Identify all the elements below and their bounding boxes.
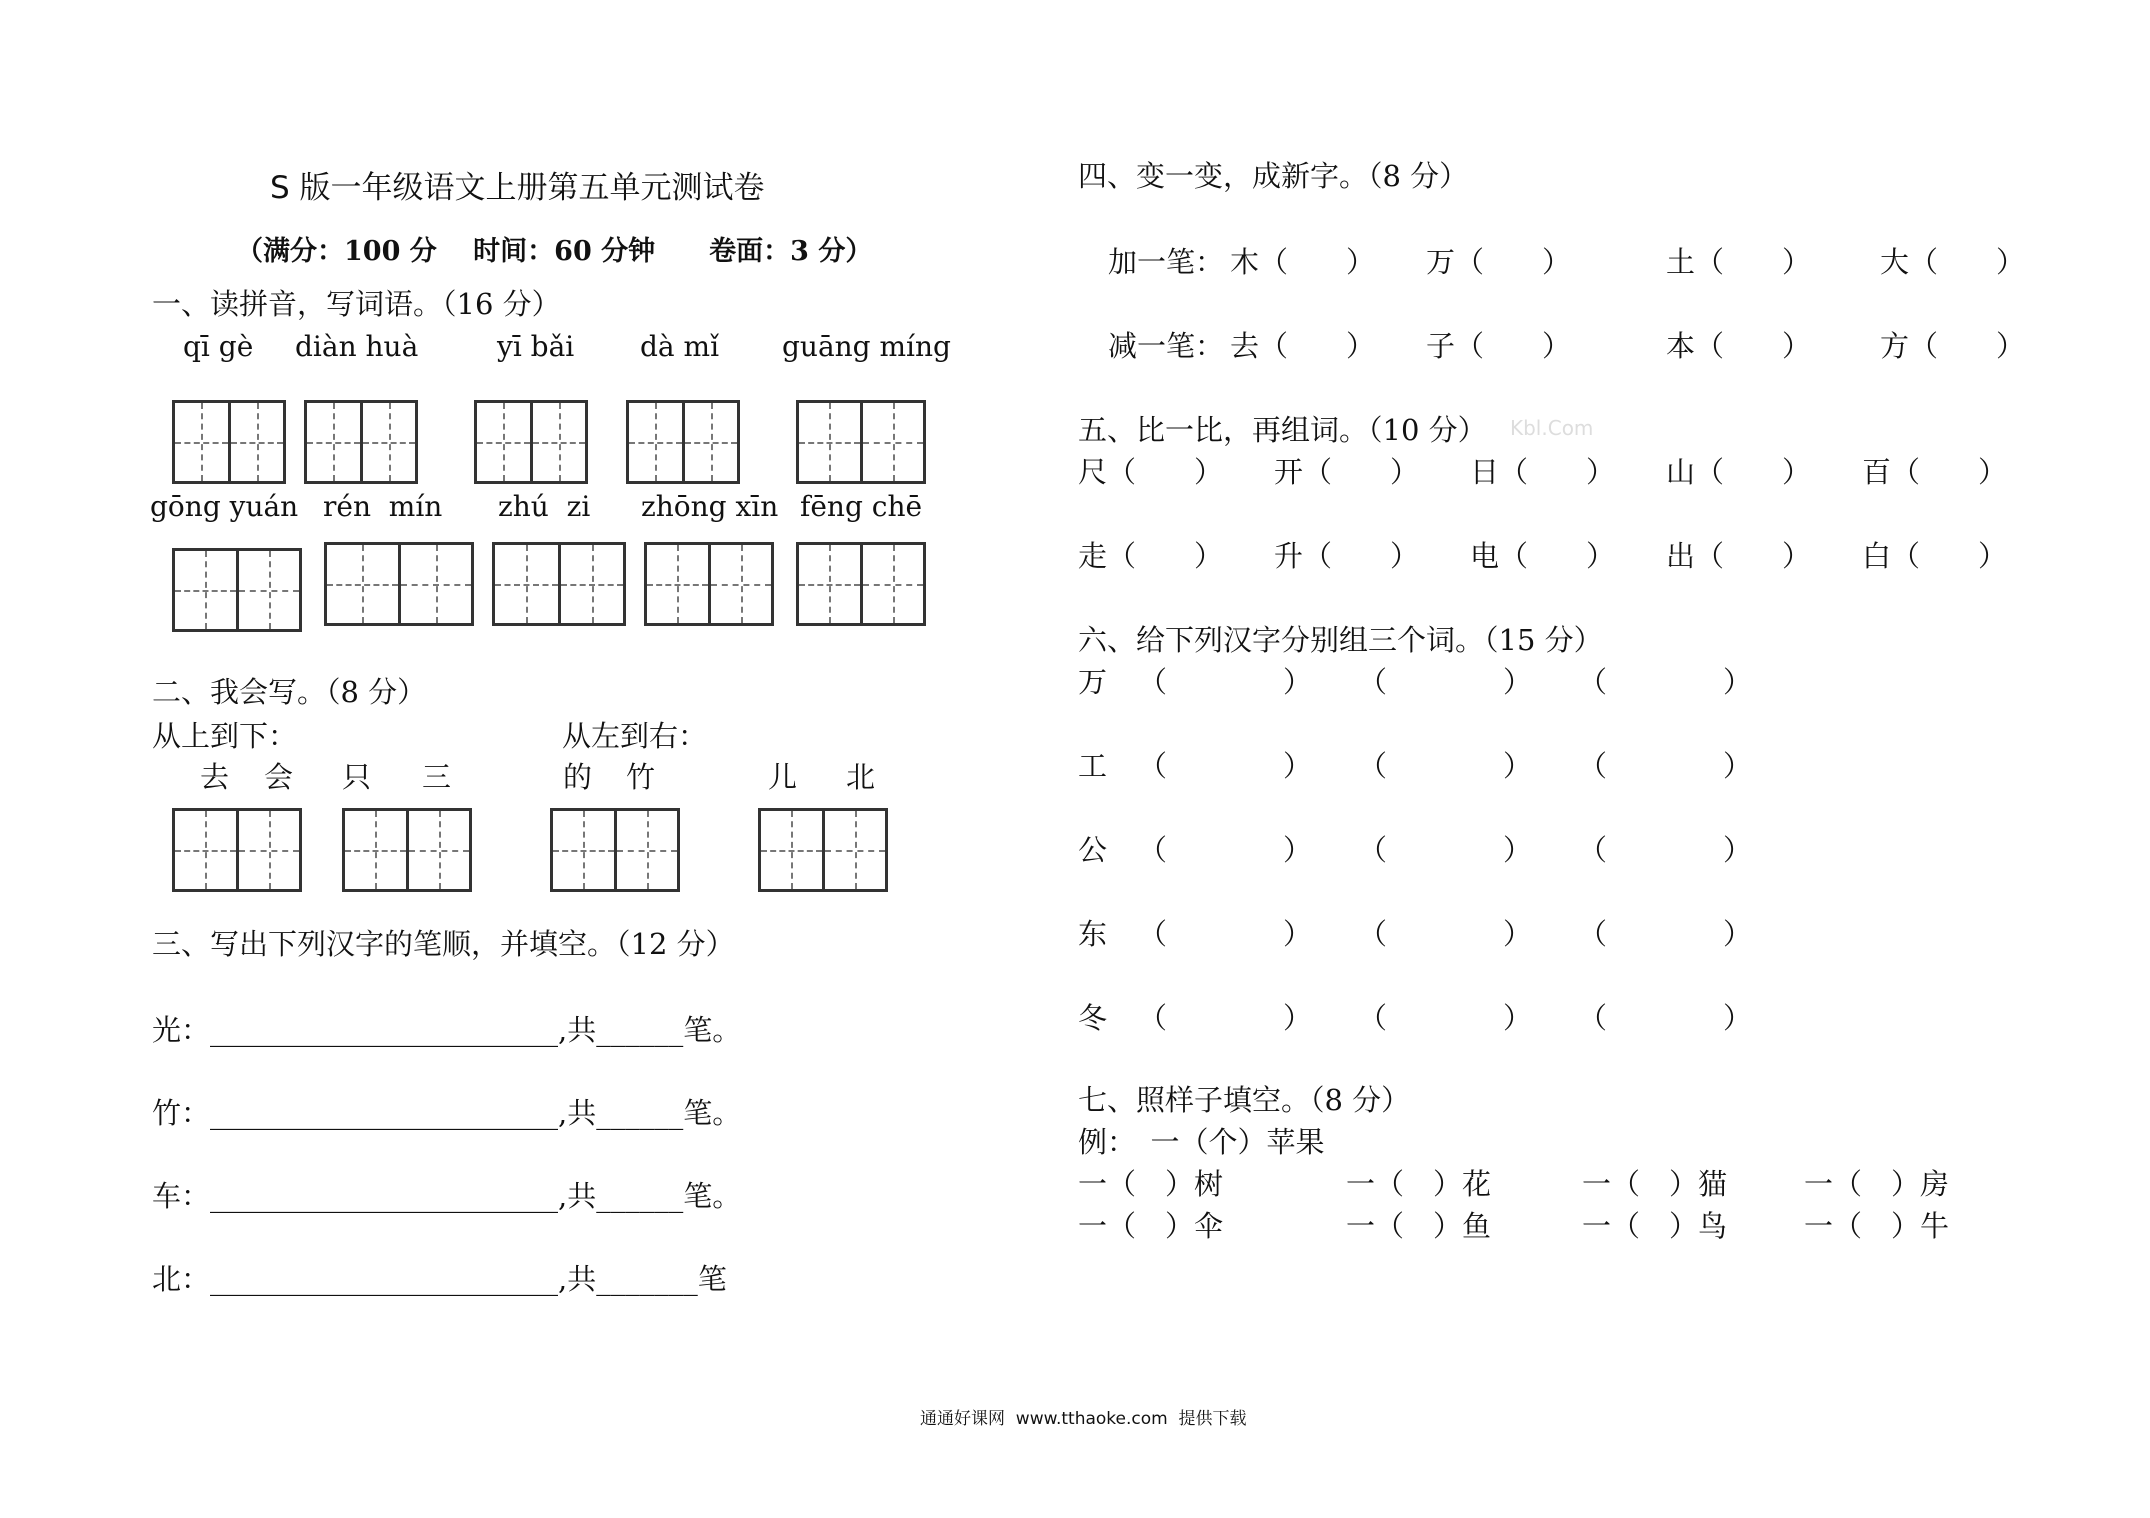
writing-grid[interactable] xyxy=(492,542,626,626)
word-blank[interactable]: （ ） xyxy=(1578,1001,1753,1035)
word-blank[interactable]: （ ） xyxy=(1138,665,1313,699)
measure-word-item[interactable]: 一（ ）树 xyxy=(1078,1167,1224,1201)
pinyin-1-1: qī gè xyxy=(183,330,254,363)
section-7-heading: 七、照样子填空。（8 分） xyxy=(1078,1083,1411,1117)
label-left-to-right: 从左到右： xyxy=(562,719,708,753)
writing-grid[interactable] xyxy=(304,400,418,484)
char-6: 竹 xyxy=(626,760,656,794)
compare-item[interactable]: 开（ ） xyxy=(1274,455,1420,489)
word-blank[interactable]: （ ） xyxy=(1358,833,1533,867)
word-char: 冬 xyxy=(1078,1001,1108,1035)
word-blank[interactable]: （ ） xyxy=(1138,833,1313,867)
writing-grid[interactable] xyxy=(796,542,926,626)
pinyin-2-2: rén mín xyxy=(323,490,443,523)
word-char: 工 xyxy=(1078,749,1108,783)
section-6-heading: 六、给下列汉字分别组三个词。（15 分） xyxy=(1078,623,1603,657)
section-4-heading: 四、变一变，成新字。（8 分） xyxy=(1078,159,1469,193)
char-2: 会 xyxy=(264,760,294,794)
word-blank[interactable]: （ ） xyxy=(1138,749,1313,783)
writing-grid[interactable] xyxy=(342,808,472,892)
char-7: 儿 xyxy=(768,760,798,794)
compare-item[interactable]: 日（ ） xyxy=(1470,455,1616,489)
word-blank[interactable]: （ ） xyxy=(1578,665,1753,699)
measure-word-item[interactable]: 一（ ）花 xyxy=(1346,1167,1492,1201)
add-stroke-item[interactable]: 土（ ） xyxy=(1666,245,1812,279)
writing-grid[interactable] xyxy=(550,808,680,892)
remove-stroke-item[interactable]: 去（ ） xyxy=(1230,329,1376,363)
pinyin-2-5: fēng chē xyxy=(800,490,923,523)
word-blank[interactable]: （ ） xyxy=(1578,917,1753,951)
writing-grid[interactable] xyxy=(758,808,888,892)
writing-grid[interactable] xyxy=(172,400,286,484)
page-title: S 版一年级语文上册第五单元测试卷 xyxy=(270,170,765,206)
remove-stroke-label: 减一笔： xyxy=(1108,329,1225,363)
writing-grid[interactable] xyxy=(324,542,474,626)
word-blank[interactable]: （ ） xyxy=(1358,749,1533,783)
pinyin-1-2: diàn huà xyxy=(295,330,419,363)
compare-item[interactable]: 出（ ） xyxy=(1666,539,1812,573)
writing-grid[interactable] xyxy=(626,400,740,484)
remove-stroke-item[interactable]: 本（ ） xyxy=(1666,329,1812,363)
char-4: 三 xyxy=(422,760,452,794)
pinyin-1-5: guāng míng xyxy=(782,330,951,363)
compare-item[interactable]: 升（ ） xyxy=(1274,539,1420,573)
footer-credit: 通通好课网 www.tthaoke.com 提供下载 xyxy=(920,1409,1247,1429)
section-3-heading: 三、写出下列汉字的笔顺，并填空。（12 分） xyxy=(152,927,735,961)
pinyin-1-3: yī bǎi xyxy=(497,330,575,363)
watermark: Kbl.Com xyxy=(1510,416,1594,440)
writing-grid[interactable] xyxy=(644,542,774,626)
section-2-heading: 二、我会写。（8 分） xyxy=(152,675,427,709)
compare-item[interactable]: 尺（ ） xyxy=(1078,455,1224,489)
word-char: 万 xyxy=(1078,665,1108,699)
stroke-order-line[interactable]: 车：________________________,共______笔。 xyxy=(152,1179,742,1213)
add-stroke-label: 加一笔： xyxy=(1108,245,1225,279)
measure-word-item[interactable]: 一（ ）牛 xyxy=(1804,1209,1950,1243)
writing-grid[interactable] xyxy=(796,400,926,484)
word-blank[interactable]: （ ） xyxy=(1358,917,1533,951)
writing-grid[interactable] xyxy=(474,400,588,484)
pinyin-2-1: gōng yuán xyxy=(150,490,299,523)
example-line: 例： 一（个）苹果 xyxy=(1078,1125,1325,1159)
word-blank[interactable]: （ ） xyxy=(1578,833,1753,867)
char-8: 北 xyxy=(846,760,876,794)
page-subtitle: （满分：100 分 时间：60 分钟 卷面：3 分） xyxy=(236,236,873,267)
char-1: 去 xyxy=(200,760,230,794)
compare-item[interactable]: 走（ ） xyxy=(1078,539,1224,573)
compare-item[interactable]: 白（ ） xyxy=(1862,539,2008,573)
label-top-to-bottom: 从上到下： xyxy=(152,719,298,753)
word-char: 东 xyxy=(1078,917,1108,951)
add-stroke-item[interactable]: 万（ ） xyxy=(1426,245,1572,279)
compare-item[interactable]: 山（ ） xyxy=(1666,455,1812,489)
remove-stroke-item[interactable]: 子（ ） xyxy=(1426,329,1572,363)
stroke-order-line[interactable]: 北：________________________,共_______笔 xyxy=(152,1262,727,1296)
measure-word-item[interactable]: 一（ ）鱼 xyxy=(1346,1209,1492,1243)
remove-stroke-item[interactable]: 方（ ） xyxy=(1880,329,2026,363)
measure-word-item[interactable]: 一（ ）猫 xyxy=(1582,1167,1728,1201)
char-3: 只 xyxy=(342,760,372,794)
add-stroke-item[interactable]: 大（ ） xyxy=(1880,245,2026,279)
word-char: 公 xyxy=(1078,833,1108,867)
measure-word-item[interactable]: 一（ ）鸟 xyxy=(1582,1209,1728,1243)
word-blank[interactable]: （ ） xyxy=(1358,1001,1533,1035)
writing-grid[interactable] xyxy=(172,548,302,632)
compare-item[interactable]: 百（ ） xyxy=(1862,455,2008,489)
char-5: 的 xyxy=(563,760,593,794)
word-blank[interactable]: （ ） xyxy=(1138,917,1313,951)
section-5-heading: 五、比一比，再组词。（10 分） xyxy=(1078,413,1487,447)
add-stroke-item[interactable]: 木（ ） xyxy=(1230,245,1376,279)
measure-word-item[interactable]: 一（ ）伞 xyxy=(1078,1209,1224,1243)
word-blank[interactable]: （ ） xyxy=(1578,749,1753,783)
stroke-order-line[interactable]: 光：________________________,共______笔。 xyxy=(152,1013,742,1047)
stroke-order-line[interactable]: 竹：________________________,共______笔。 xyxy=(152,1096,742,1130)
word-blank[interactable]: （ ） xyxy=(1358,665,1533,699)
measure-word-item[interactable]: 一（ ）房 xyxy=(1804,1167,1950,1201)
pinyin-1-4: dà mǐ xyxy=(640,330,720,363)
pinyin-2-4: zhōng xīn xyxy=(641,490,779,523)
section-1-heading: 一、读拼音，写词语。（16 分） xyxy=(152,287,561,321)
compare-item[interactable]: 电（ ） xyxy=(1470,539,1616,573)
word-blank[interactable]: （ ） xyxy=(1138,1001,1313,1035)
writing-grid[interactable] xyxy=(172,808,302,892)
pinyin-2-3: zhú zi xyxy=(498,490,591,523)
